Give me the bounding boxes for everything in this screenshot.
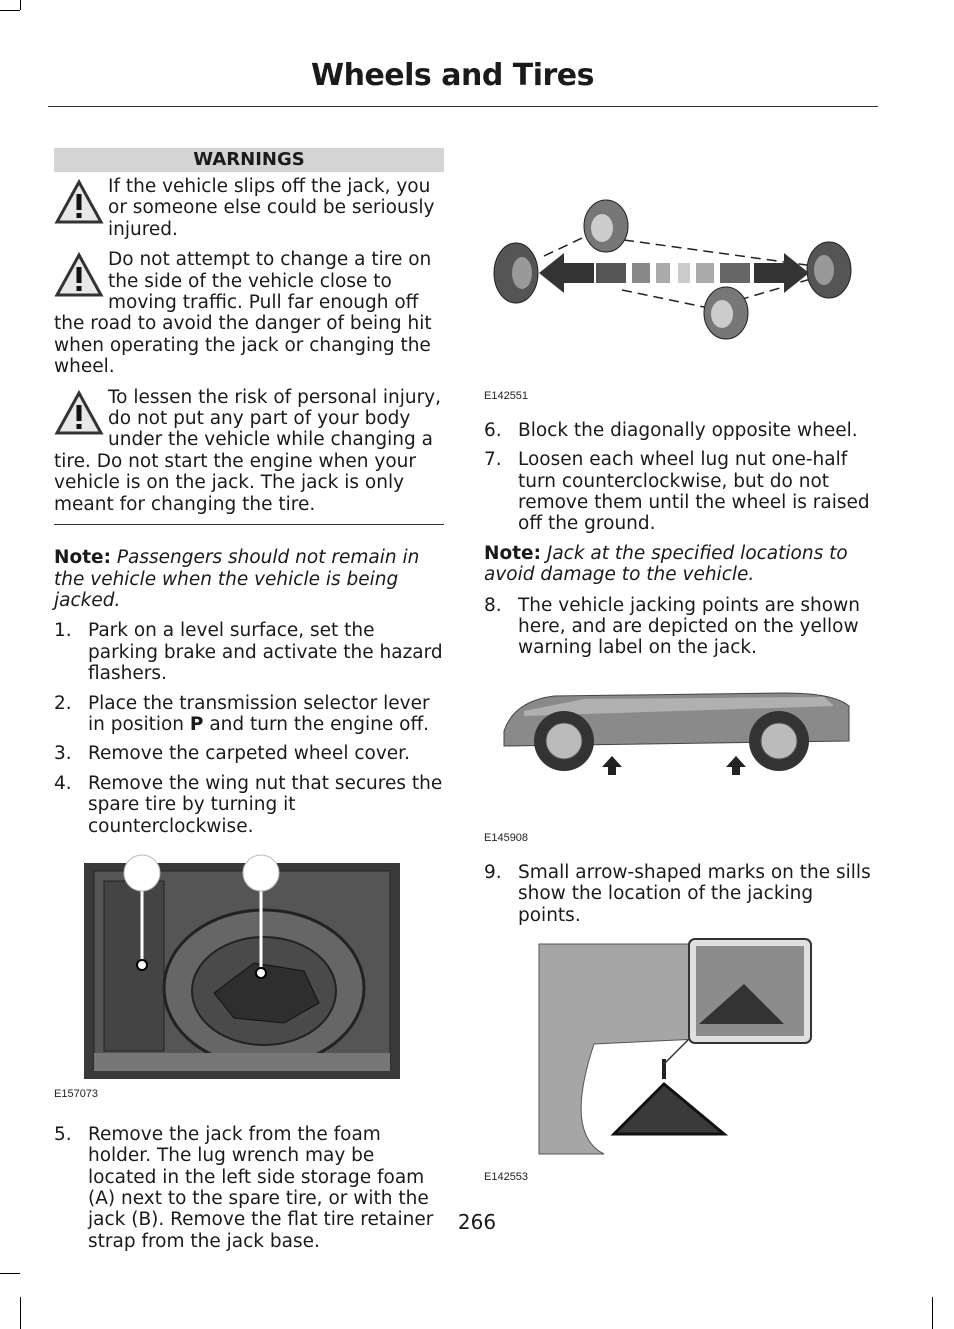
warning-item [54,387,444,515]
list-item [54,743,444,764]
crop-mark [0,10,20,11]
step-text: Remove the wing nut that secures the spare tire by turning it counterclockwise. [88,772,443,837]
step-text: Block the diagonally opposite wheel. [518,419,858,441]
figure-code: E142551 [484,390,529,403]
note-jack [484,543,876,586]
crop-mark [932,1297,933,1329]
list-item [484,449,876,535]
warnings-divider [54,524,444,525]
warning-triangle-icon [54,389,104,437]
step-text: Place the transmission selector lever in position [88,692,430,735]
note-text: Jack at the specified locations to avoid damage to the vehicle. [484,542,848,586]
right-column [484,148,876,1189]
steps-list [54,620,444,837]
list-item [54,620,444,684]
step-text: Small arrow-shaped marks on the sills show the location of the jacking points. [518,861,871,926]
list-item [484,420,876,441]
warning-item [54,176,444,240]
step-text: Remove the jack from the foam holder. The lug wrench may be located in the left side storage foam (A) next to the spare tire, or with the jack (B). Remove the flat tire retainer strap from the jack base. [88,1123,434,1252]
left-column [54,148,444,1260]
steps-list [484,420,876,535]
step-number: 6. [484,419,502,441]
note-text: Passengers should not remain in the vehicle when the vehicle is being jacked. [54,547,420,611]
step-number: 5. [54,1123,72,1145]
car-figure [484,671,876,850]
step-number: 8. [484,594,502,616]
page-number: 266 [457,1210,497,1234]
step-text: The vehicle jacking points are shown here, and are depicted on the yellow warning label on the jack. [518,594,860,659]
gear-position: P [189,713,204,735]
step-text: Loosen each wheel lug nut one-half turn counterclockwise, but do not remove them until the wheel is raised off the ground. [518,449,870,535]
wheel-rotation-illustration [484,148,876,383]
step-number: 2. [54,692,72,714]
figure-code: E157073 [54,1088,99,1101]
jack-placement-illustration [484,934,876,1164]
step-number: 9. [484,861,502,883]
trunk-figure [54,853,444,1106]
crop-mark [0,1273,20,1274]
step-number: 7. [484,449,502,471]
step-text: Remove the carpeted wheel cover. [88,743,410,765]
figure-code: E142553 [484,1171,529,1184]
warning-text: If the vehicle slips off the jack, you or someone else could be seriously injured. [108,176,435,240]
jack-figure [484,934,876,1189]
step-number: 3. [54,743,72,765]
note-passengers [54,547,444,611]
step-text: and turn the engine off. [203,713,430,735]
warning-text: Do not attempt to change a tire on the side of the vehicle close to moving traffic. Pull far enough off the road to avoid the danger of being hit when operating the jack or changing the wheel. [54,249,432,378]
steps-list [484,595,876,659]
note-label: Note: [484,542,541,564]
header-divider [48,106,878,107]
warning-item [54,249,444,377]
list-item [484,862,876,926]
step-number: 4. [54,772,72,794]
step-text: Park on a level surface, set the parking brake and activate the hazard flashers. [88,620,443,685]
note-label: Note: [54,547,111,569]
list-item [54,773,444,837]
warning-text: To lessen the risk of personal injury, do not put any part of your body under the vehicle while changing a tire. Do not start the engine when your vehicle is on the jack. The jack is only meant for changing the tire. [54,386,442,515]
list-item [54,693,444,736]
list-item [484,595,876,659]
crop-mark [20,0,21,10]
steps-list [484,862,876,926]
warning-triangle-icon [54,251,104,299]
figure-code: E145908 [484,832,529,845]
step-number: 1. [54,620,72,642]
page-title: Wheels and Tires [311,58,594,93]
car-jacking-points-illustration [484,671,876,821]
crop-mark [20,1297,21,1329]
warnings-heading: WARNINGS [54,148,444,172]
trunk-illustration [54,853,444,1083]
wheels-figure [484,148,876,408]
warning-triangle-icon [54,178,104,226]
